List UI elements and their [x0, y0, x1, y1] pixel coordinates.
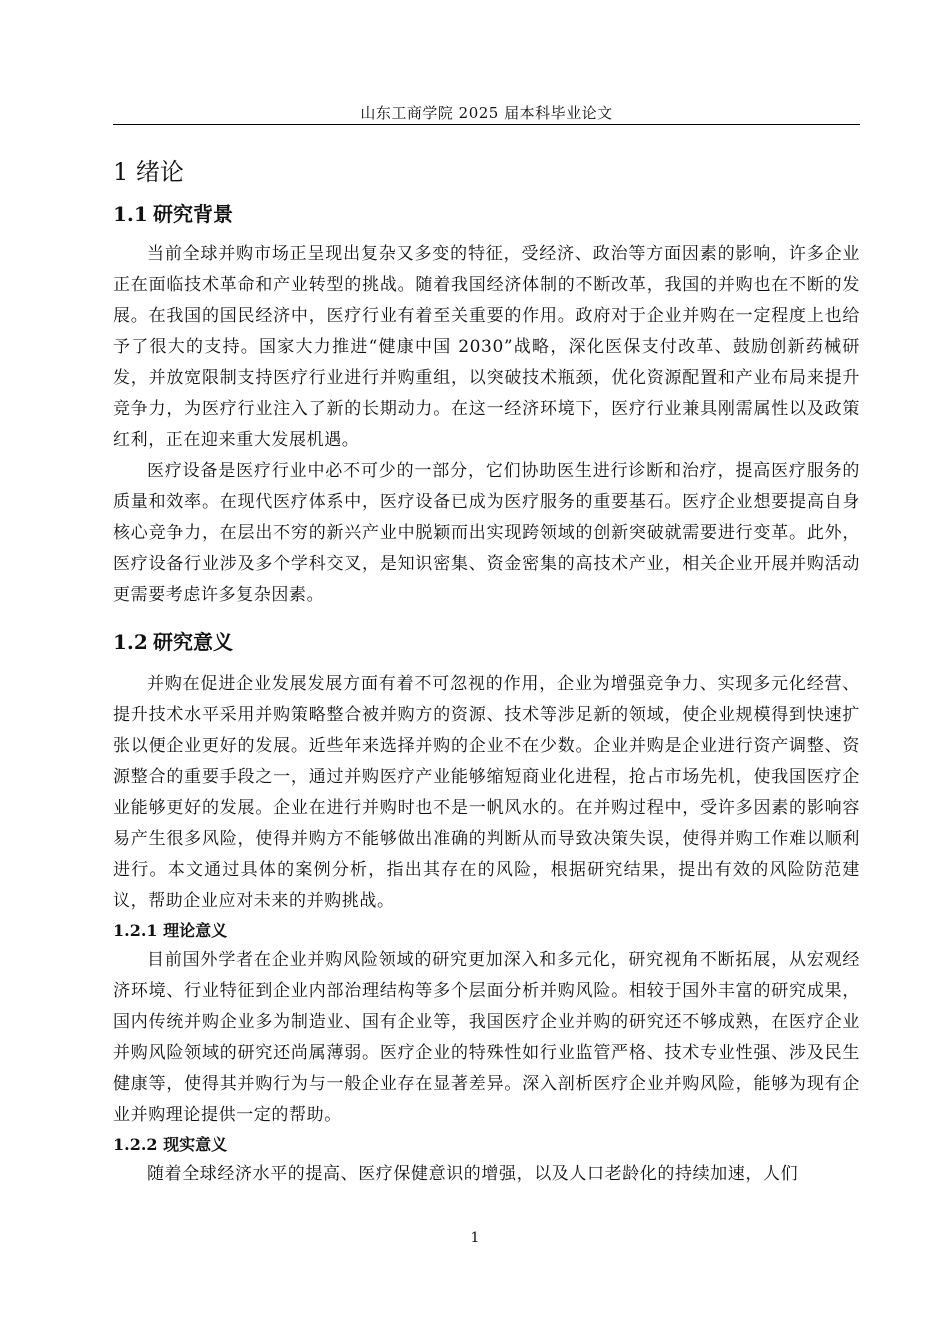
subsection-heading-1-2-2 — [113, 1131, 860, 1159]
header-rule — [113, 124, 860, 125]
subsection-title-text: 现实意义 — [163, 1135, 228, 1154]
chapter-title — [113, 155, 860, 189]
paragraph-theoretical: 目前国外学者在企业并购风险领域的研究更加深入和多元化，研究视角不断拓展，从宏观经济环境、行业特征到企业内部治理结构等多个层面分析并购风险。相较于国外丰富的研究成果，国内传统并购企业多为制造业、国有企业等，我国医疗企业并购的研究还不够成熟，在医疗企业并购风险领域的研究还尚属薄弱。医疗企业的特殊性如行业监管严格、技术专业性强、涉及民生健康等，使得其并购行为与一般企业存在显著差异。深入剖析医疗企业并购风险，能够为现有企业并购理论提供一定的帮助。 — [113, 950, 860, 1125]
paragraph-significance: 并购在促进企业发展发展方面有着不可忽视的作用，企业为增强竞争力、实现多元化经营、提升技术水平采用并购策略整合被并购方的资源、技术等涉足新的领域，使企业规模得到快速扩张以便企业更好的发展。近些年来选择并购的企业不在少数。企业并购是企业进行资产调整、资源整合的重要手段之一，通过并购医疗产业能够缩短商业化进程，抢占市场先机，使我国医疗企业能够更好的发展。企业在进行并购时也不是一帆风水的。在并购过程中，受许多因素的影响容易产生很多风险，使得并购方不能够做出准确的判断从而导致决策失误，使得并购工作难以顺利进行。本文通过具体的案例分析，指出其存在的风险，根据研究结果，提出有效的风险防范建议，帮助企业应对未来的并购挑战。 — [113, 674, 860, 911]
paragraph-background-2: 医疗设备是医疗行业中必不可少的一部分，它们协助医生进行诊断和治疗，提高医疗服务的质量和效率。在现代医疗体系中，医疗设备已成为医疗服务的重要基石。医疗企业想要提高自身核心竞争力，在层出不穷的新兴产业中脱颖而出实现跨领域的创新突破就需要进行变革。此外，医疗设备行业涉及多个学科交叉，是知识密集、资金密集的高技术产业，相关企业开展并购活动更需要考虑许多复杂因素。 — [113, 461, 860, 605]
section-number: 1.2 — [113, 630, 148, 654]
running-header: 山东工商学院 2025 届本科毕业论文 — [360, 104, 613, 122]
section-heading-1-1 — [113, 197, 860, 231]
page-number: 1 — [470, 1230, 480, 1246]
page-body — [113, 155, 860, 1190]
paragraph-background-1: 当前全球并购市场正呈现出复杂又多变的特征，受经济、政治等方面因素的影响，许多企业正在面临技术革命和产业转型的挑战。随着我国经济体制的不断改革，我国的并购也在不断的发展。在我国的国民经济中，医疗行业有着至关重要的作用。政府对于企业并购在一定程度上也给予了很大的支持。国家大力推进“健康中国 2030”战略，深化医保支付改革、鼓励创新药械研发，并放宽限制支持医疗行业进行并购重组，以突破技术瓶颈，优化资源配置和产业布局来提升竞争力，为医疗行业注入了新的长期动力。在这一经济环境下，医疗行业兼具刚需属性以及政策红利，正在迎来重大发展机遇。 — [113, 244, 860, 450]
subsection-number: 1.2.2 — [113, 1135, 158, 1154]
paragraph-practical: 随着全球经济水平的提高、医疗保健意识的增强，以及人口老龄化的持续加速，人们 — [147, 1164, 799, 1184]
subsection-number: 1.2.1 — [113, 921, 158, 940]
chapter-title-text: 绪论 — [135, 158, 184, 186]
section-number: 1.1 — [113, 202, 148, 226]
chapter-number: 1 — [113, 158, 129, 186]
section-heading-1-2 — [113, 625, 860, 659]
subsection-title-text: 理论意义 — [163, 921, 228, 940]
section-title-text: 研究意义 — [153, 630, 233, 654]
subsection-heading-1-2-1 — [113, 917, 860, 945]
section-title-text: 研究背景 — [153, 202, 233, 226]
